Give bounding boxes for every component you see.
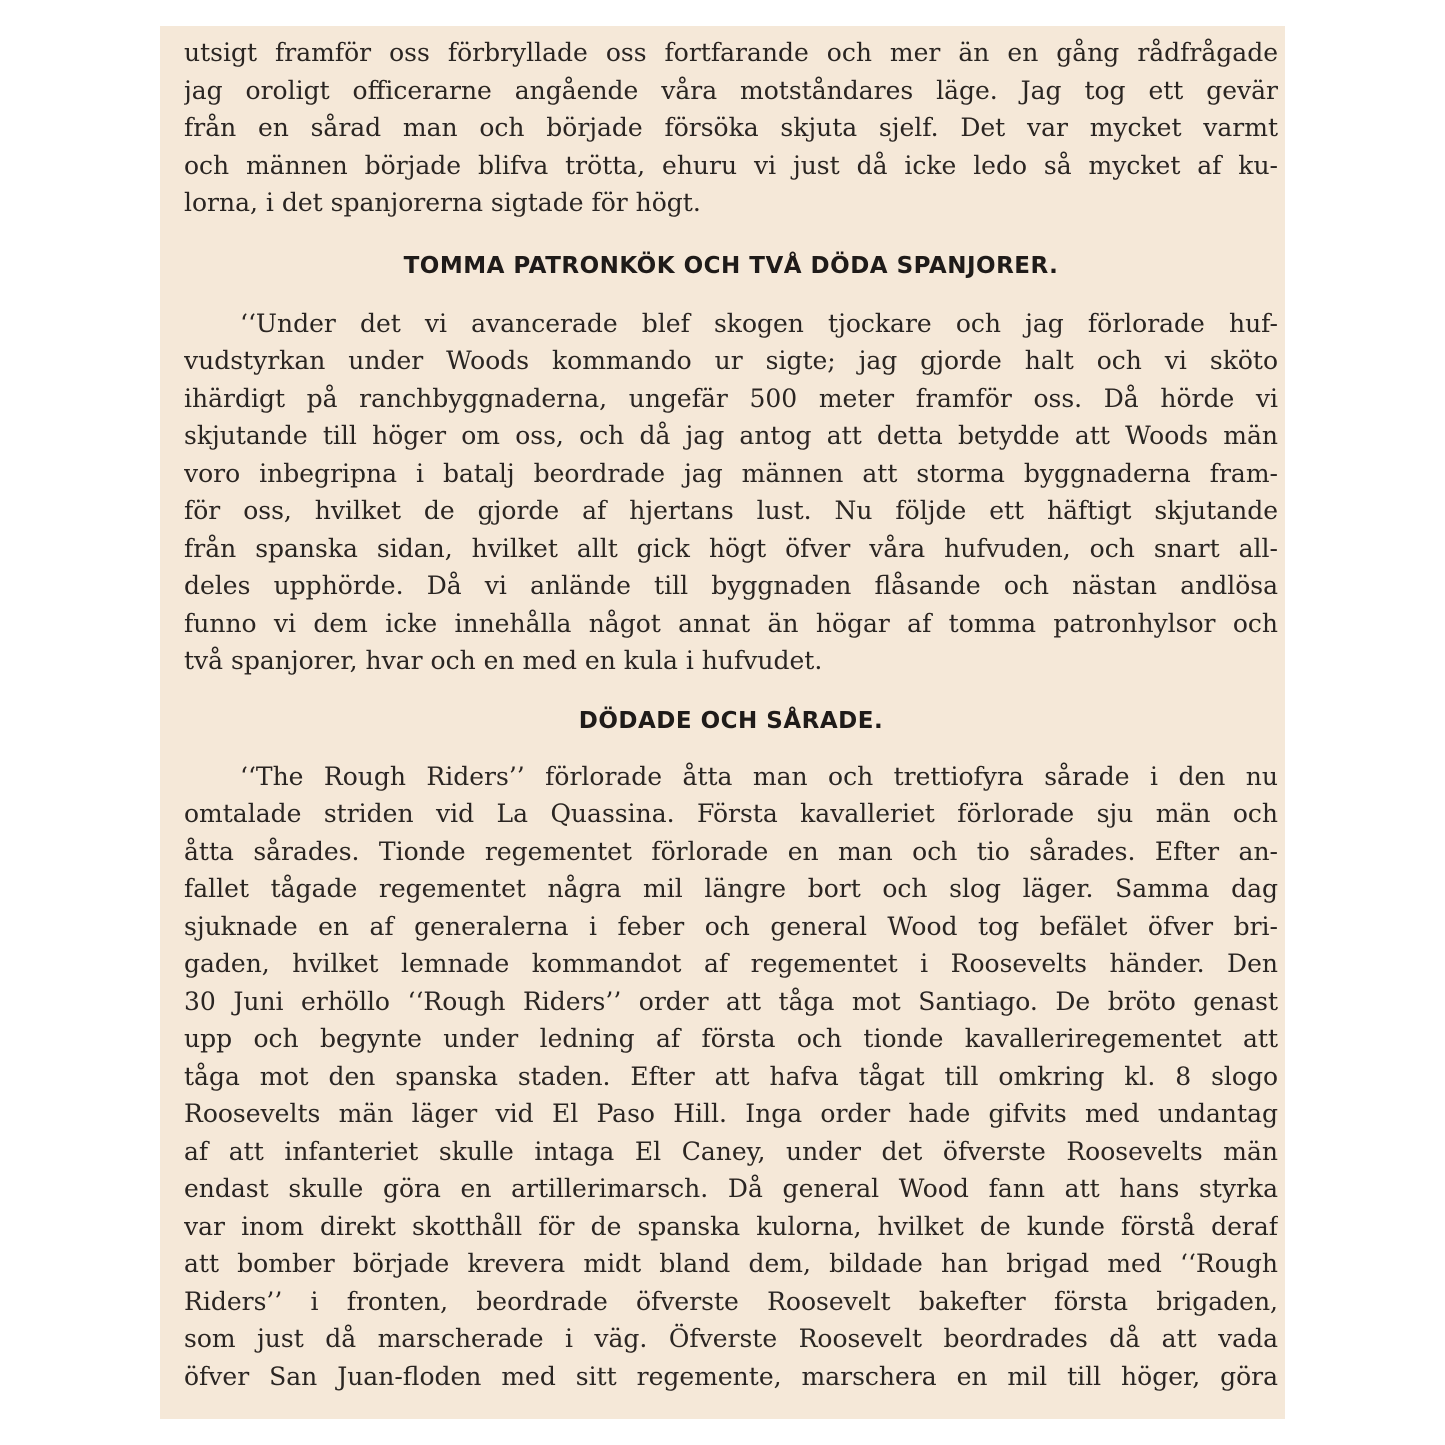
text-line: att bomber började krevera midt bland dem, bildade han brigad med ‘‘Rough bbox=[184, 1249, 1278, 1278]
text-line: af att infanteriet skulle intaga El Caney, under det öfverste Roosevelts män bbox=[184, 1136, 1278, 1166]
text-line: 30 Juni erhöllo ‘‘Rough Riders’’ order att tåga mot Santiago. De bröto genast bbox=[184, 986, 1278, 1016]
text-line: två spanjorer, hvar och en med en kula i hufvudet. bbox=[184, 646, 823, 675]
paragraph-3 bbox=[184, 758, 1278, 1396]
text-line: omtalade striden vid La Quassina. Första kavalleriet förlorade sju män och bbox=[184, 799, 1278, 828]
text-line: sjuknade en af generalerna i feber och general Wood tog befälet öfver bri- bbox=[184, 911, 1278, 941]
text-line: tåga mot den spanska staden. Efter att hafva tågat till omkring kl. 8 slogo bbox=[184, 1061, 1278, 1091]
page-text bbox=[184, 34, 1278, 1395]
text-line: Riders’’ i fronten, beordrade öfverste Roosevelt bakefter första brigaden, bbox=[184, 1286, 1278, 1316]
text-line: Roosevelts män läger vid El Paso Hill. Inga order hade gifvits med undantag bbox=[184, 1099, 1278, 1128]
text-line: deles upphörde. Då vi anlände till byggnaden flåsande och nästan andlösa bbox=[184, 571, 1278, 600]
text-line: upp och begynte under ledning af första och tionde kavalleriregementet att bbox=[184, 1024, 1278, 1053]
section-heading-2: DÖDADE OCH SÅRADE. bbox=[578, 707, 884, 734]
text-line: funno vi dem icke innehålla något annat än högar af tomma patronhylsor och bbox=[184, 608, 1278, 638]
text-line: ‘‘The Rough Riders’’ förlorade åtta man och trettiofyra sårade i den nu bbox=[240, 761, 1278, 791]
text-line: ihärdigt på ranchbyggnaderna, ungefär 500 meter framför oss. Då hörde vi bbox=[184, 383, 1278, 413]
text-line: var inom direkt skotthåll för de spanska kulorna, hvilket de kunde förstå deraf bbox=[184, 1211, 1278, 1241]
text-line: som just då marscherade i väg. Öfverste Roosevelt beordrades då att vada bbox=[184, 1324, 1278, 1353]
text-line: jag oroligt officerarne angående våra motståndares läge. Jag tog ett gevär bbox=[184, 75, 1278, 105]
text-line: lorna, i det spanjorerna sigtade för högt. bbox=[184, 188, 701, 217]
text-line: ‘‘Under det vi avancerade blef skogen tjockare och jag förlorade huf- bbox=[240, 308, 1278, 338]
text-line: voro inbegripna i batalj beordrade jag männen att storma byggnaderna fram- bbox=[184, 458, 1278, 488]
scanned-page bbox=[160, 26, 1285, 1419]
paragraph-2 bbox=[184, 305, 1278, 680]
text-line: från spanska sidan, hvilket allt gick högt öfver våra hufvuden, och snart all- bbox=[184, 533, 1278, 563]
text-line: endast skulle göra en artillerimarsch. Då general Wood fann att hans styrka bbox=[184, 1174, 1278, 1203]
text-line: åtta sårades. Tionde regementet förlorade en man och tio sårades. Efter an- bbox=[184, 836, 1278, 866]
text-line: utsigt framför oss förbryllade oss fortfarande och mer än en gång rådfrågade bbox=[184, 38, 1278, 67]
text-line: skjutande till höger om oss, och då jag antog att detta betydde att Woods män bbox=[184, 421, 1278, 450]
paragraph-1 bbox=[184, 34, 1278, 222]
text-line: gaden, hvilket lemnade kommandot af regementet i Roosevelts händer. Den bbox=[184, 949, 1278, 978]
text-line: för oss, hvilket de gjorde af hjertans lust. Nu följde ett häftigt skjutande bbox=[184, 496, 1278, 525]
text-line: öfver San Juan-floden med sitt regemente, marschera en mil till höger, göra bbox=[184, 1361, 1278, 1391]
text-line: från en sårad man och började försöka skjuta sjelf. Det var mycket varmt bbox=[184, 113, 1278, 142]
section-heading-1: TOMMA PATRONKÖK OCH TVÅ DÖDA SPANJORER. bbox=[403, 252, 1059, 279]
text-line: fallet tågade regementet några mil längre bort och slog läger. Samma dag bbox=[184, 874, 1278, 903]
text-line: och männen började blifva trötta, ehuru vi just då icke ledo så mycket af ku- bbox=[184, 150, 1278, 180]
text-line: vudstyrkan under Woods kommando ur sigte; jag gjorde halt och vi sköto bbox=[184, 346, 1278, 375]
